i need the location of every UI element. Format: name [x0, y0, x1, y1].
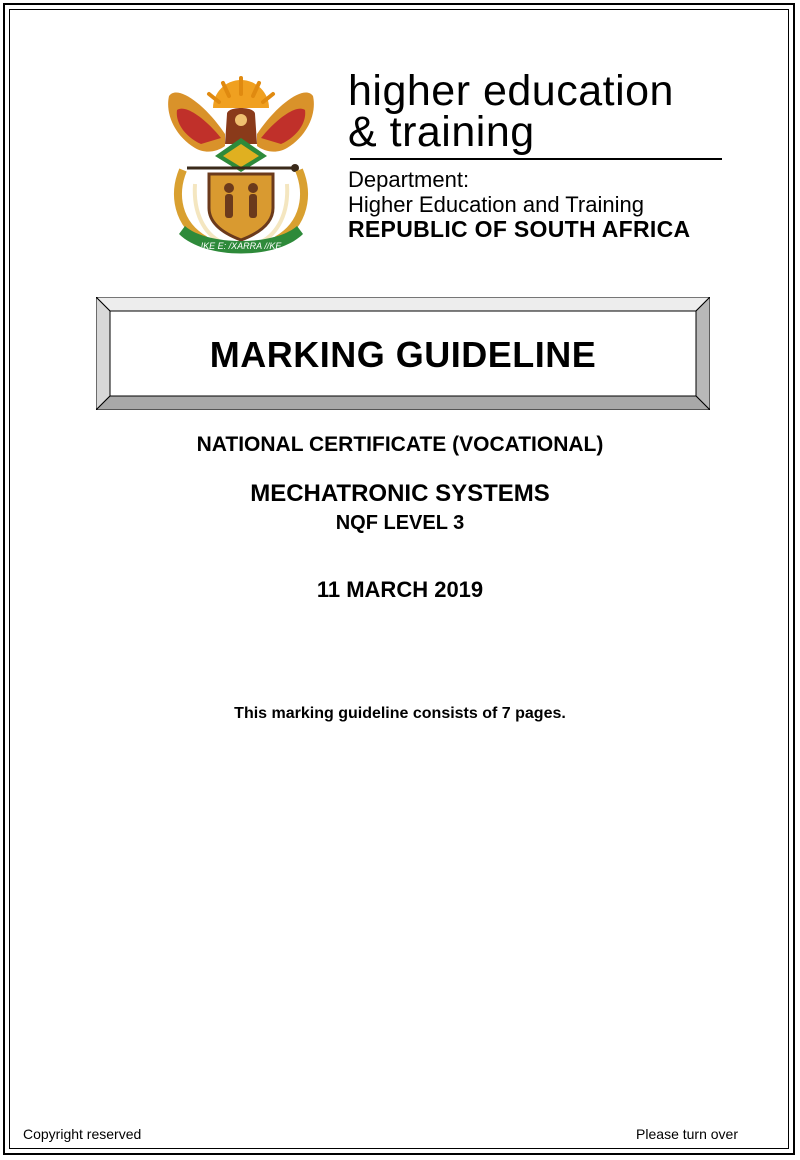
certificate-name: NATIONAL CERTIFICATE (VOCATIONAL): [196, 433, 604, 456]
subject-name: MECHATRONIC SYSTEMS: [250, 480, 550, 507]
crest-motto: !KE E: /XARRA //KE: [200, 241, 282, 251]
brand-divider: [350, 158, 722, 160]
department-name: Higher Education and Training: [348, 192, 644, 217]
coat-of-arms-logo: [165, 74, 317, 258]
sun-icon: [209, 78, 273, 108]
copyright-note: Copyright reserved: [23, 1126, 142, 1142]
department-label: Department:: [348, 167, 470, 192]
country-name: REPUBLIC OF SOUTH AFRICA: [348, 216, 691, 242]
turn-over-note: Please turn over: [636, 1126, 738, 1142]
exam-date: 11 MARCH 2019: [316, 577, 484, 602]
brand-line-higher-education: higher education: [348, 67, 674, 115]
nqf-level: NQF LEVEL 3: [335, 512, 465, 534]
brand-line-training: & training: [348, 108, 535, 156]
page-count-note: This marking guideline consists of 7 pages.: [234, 705, 566, 722]
document-title: MARKING GUIDELINE: [209, 333, 597, 375]
